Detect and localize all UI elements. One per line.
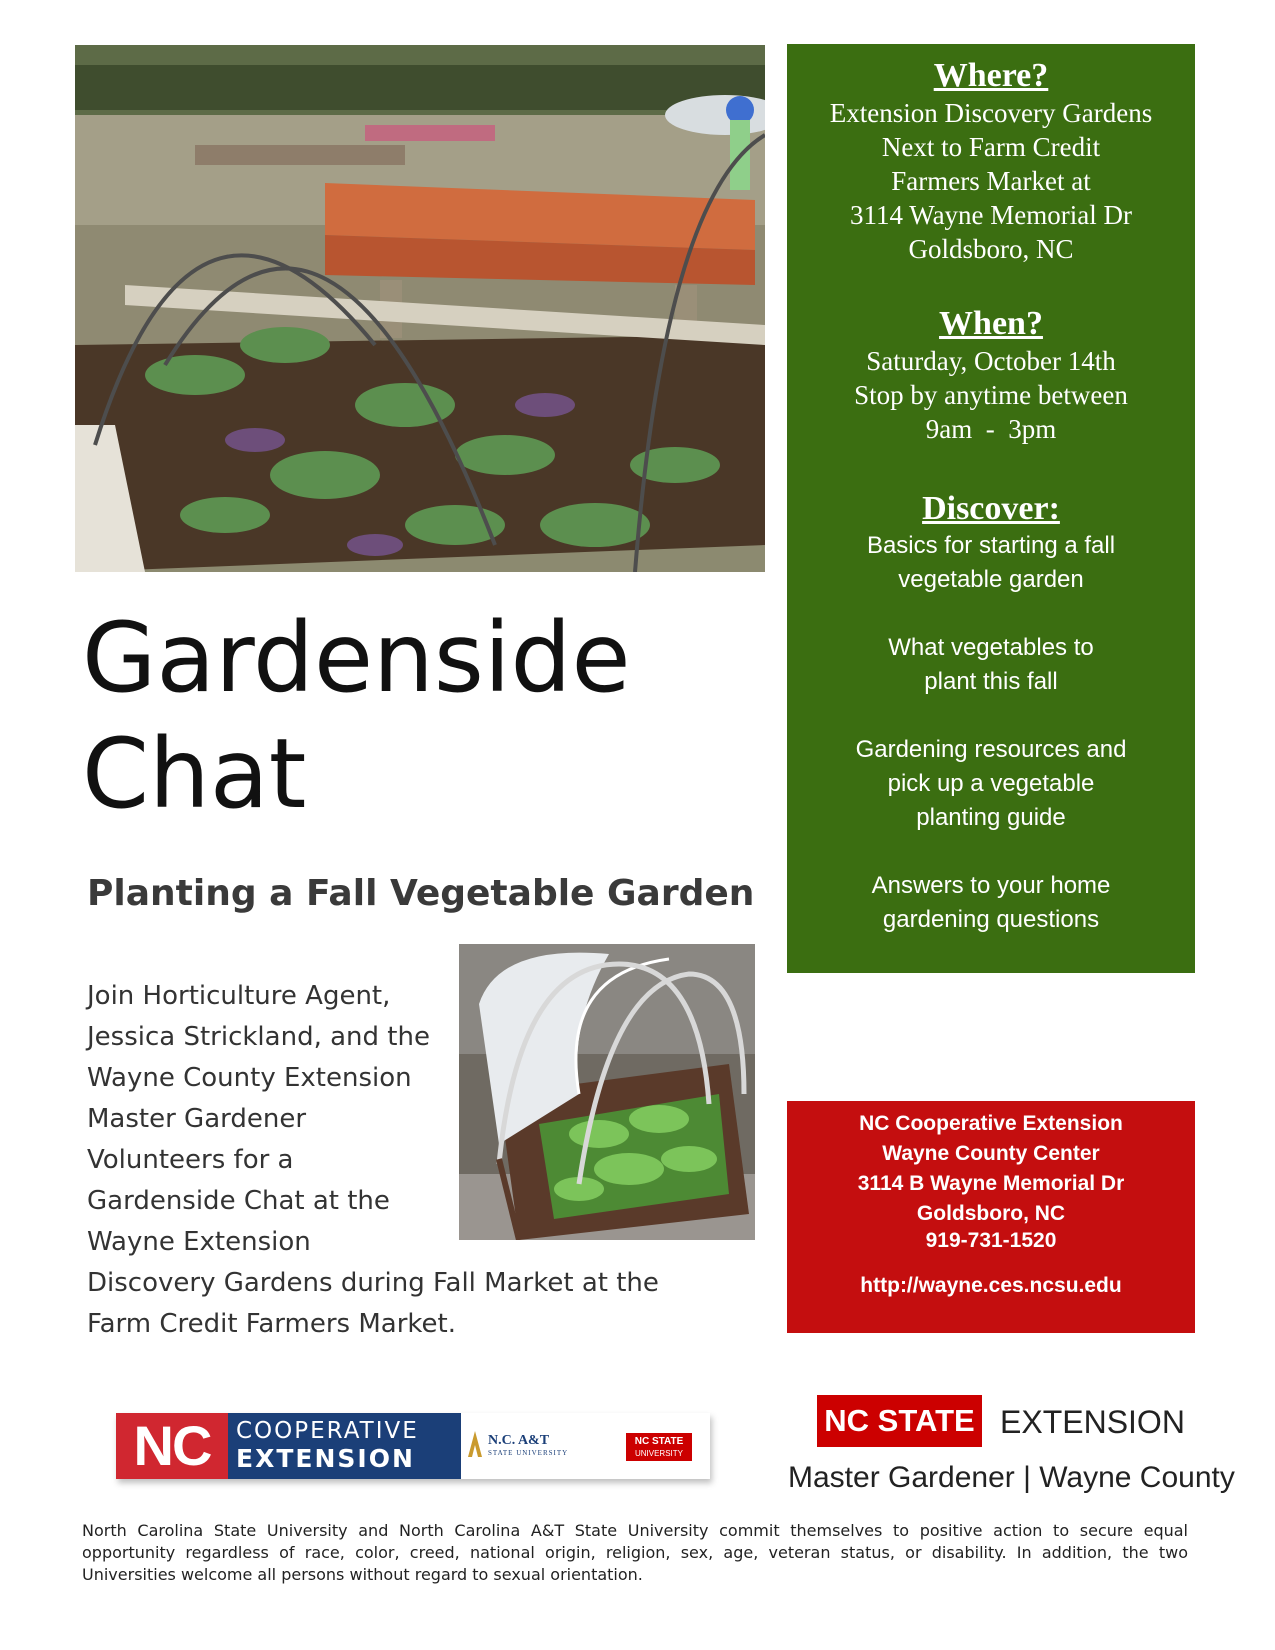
contact-address: 3114 B Wayne Memorial Dr bbox=[857, 1172, 1125, 1195]
description-line: Wayne Extension bbox=[87, 1227, 311, 1257]
title-line: Gardenside bbox=[82, 602, 631, 714]
discover-item-line: Gardening resources and bbox=[855, 736, 1127, 763]
event-description bbox=[87, 976, 727, 1345]
contact-org: NC Cooperative Extension bbox=[859, 1112, 1123, 1135]
discover-item-line: plant this fall bbox=[924, 668, 1058, 695]
subtitle: Planting a Fall Vegetable Garden bbox=[87, 873, 755, 914]
discover-item-line: What vegetables to bbox=[888, 634, 1094, 661]
page-title bbox=[82, 600, 762, 832]
master-gardener-label: Master Gardener | Wayne County bbox=[788, 1461, 1235, 1494]
discover-section bbox=[787, 489, 1195, 971]
ncat-logo-sub: STATE UNIVERSITY bbox=[488, 1449, 569, 1457]
title-line: Chat bbox=[82, 718, 307, 830]
discover-item bbox=[787, 529, 1195, 597]
ncstate-logo-box: NC STATE bbox=[817, 1395, 982, 1447]
description-line: Farm Credit Farmers Market. bbox=[87, 1309, 456, 1339]
where-section bbox=[787, 56, 1195, 266]
description-line: Wayne County Extension bbox=[87, 1063, 412, 1093]
when-line: 9am - 3pm bbox=[925, 414, 1057, 444]
ncsu-small-line: UNIVERSITY bbox=[634, 1449, 683, 1458]
discover-heading: Discover: bbox=[922, 490, 1060, 527]
nc-cooperative-extension-logo bbox=[116, 1413, 461, 1479]
when-line: Saturday, October 14th bbox=[866, 346, 1116, 376]
contact-url[interactable]: http://wayne.ces.ncsu.edu bbox=[860, 1274, 1122, 1297]
discover-item-line: vegetable garden bbox=[898, 566, 1084, 593]
where-line: Next to Farm Credit bbox=[881, 132, 1101, 162]
when-line: Stop by anytime between bbox=[854, 380, 1128, 410]
when-heading: When? bbox=[939, 305, 1043, 342]
partner-logos bbox=[116, 1413, 710, 1479]
when-section bbox=[787, 304, 1195, 446]
discover-item-line: pick up a vegetable bbox=[887, 770, 1095, 797]
discover-item-line: Answers to your home bbox=[871, 872, 1111, 899]
ncat-logo bbox=[488, 1433, 568, 1457]
where-line: 3114 Wayne Memorial Dr bbox=[849, 200, 1132, 230]
where-line: Extension Discovery Gardens bbox=[829, 98, 1153, 128]
ncat-logo-text: N.C. A&T bbox=[488, 1433, 550, 1448]
contact-phone: 919-731-1520 bbox=[925, 1229, 1057, 1252]
where-heading: Where? bbox=[933, 57, 1049, 94]
discover-item-line: gardening questions bbox=[882, 906, 1100, 933]
logo-cooperative: COOPERATIVE bbox=[236, 1418, 419, 1444]
description-line: Discovery Gardens during Fall Market at the bbox=[87, 1268, 659, 1298]
ncsu-small-line: NC STATE bbox=[634, 1436, 684, 1447]
aggie-icon bbox=[468, 1431, 482, 1457]
event-info-panel bbox=[787, 44, 1195, 973]
discover-item bbox=[787, 733, 1195, 835]
description-line: Master Gardener bbox=[87, 1104, 307, 1134]
discover-item bbox=[787, 869, 1195, 937]
description-line: Jessica Strickland, and the bbox=[87, 1022, 430, 1052]
logo-extension: EXTENSION bbox=[236, 1444, 415, 1473]
ncstate-extension-text: EXTENSION bbox=[1000, 1404, 1185, 1440]
discover-item bbox=[787, 631, 1195, 699]
equal-opportunity-disclaimer: North Carolina State University and North Carolina A&T State University commit themselves to positive action to secure equal opportunity regardless of race, color, creed, national origin, religion, sex, age, veteran status, or disability. In addition, the two Universities welcome all persons without regard to sexual orientation. bbox=[82, 1521, 1188, 1584]
garden-beds-photo bbox=[75, 45, 765, 572]
ncsu-small-logo bbox=[626, 1433, 692, 1461]
where-line: Farmers Market at bbox=[891, 166, 1091, 196]
contact-panel bbox=[787, 1101, 1195, 1333]
nc-logo-words bbox=[236, 1417, 456, 1473]
discover-item-line: planting guide bbox=[916, 804, 1066, 831]
contact-center: Wayne County Center bbox=[882, 1142, 1100, 1165]
nc-logo-mark: NC bbox=[116, 1413, 228, 1479]
discover-item-line: Basics for starting a fall bbox=[866, 532, 1116, 559]
description-line: Gardenside Chat at the bbox=[87, 1186, 390, 1216]
description-line: Volunteers for a bbox=[87, 1145, 294, 1175]
description-line: Join Horticulture Agent, bbox=[87, 981, 391, 1011]
contact-city: Goldsboro, NC bbox=[916, 1202, 1066, 1225]
where-line: Goldsboro, NC bbox=[908, 234, 1074, 264]
